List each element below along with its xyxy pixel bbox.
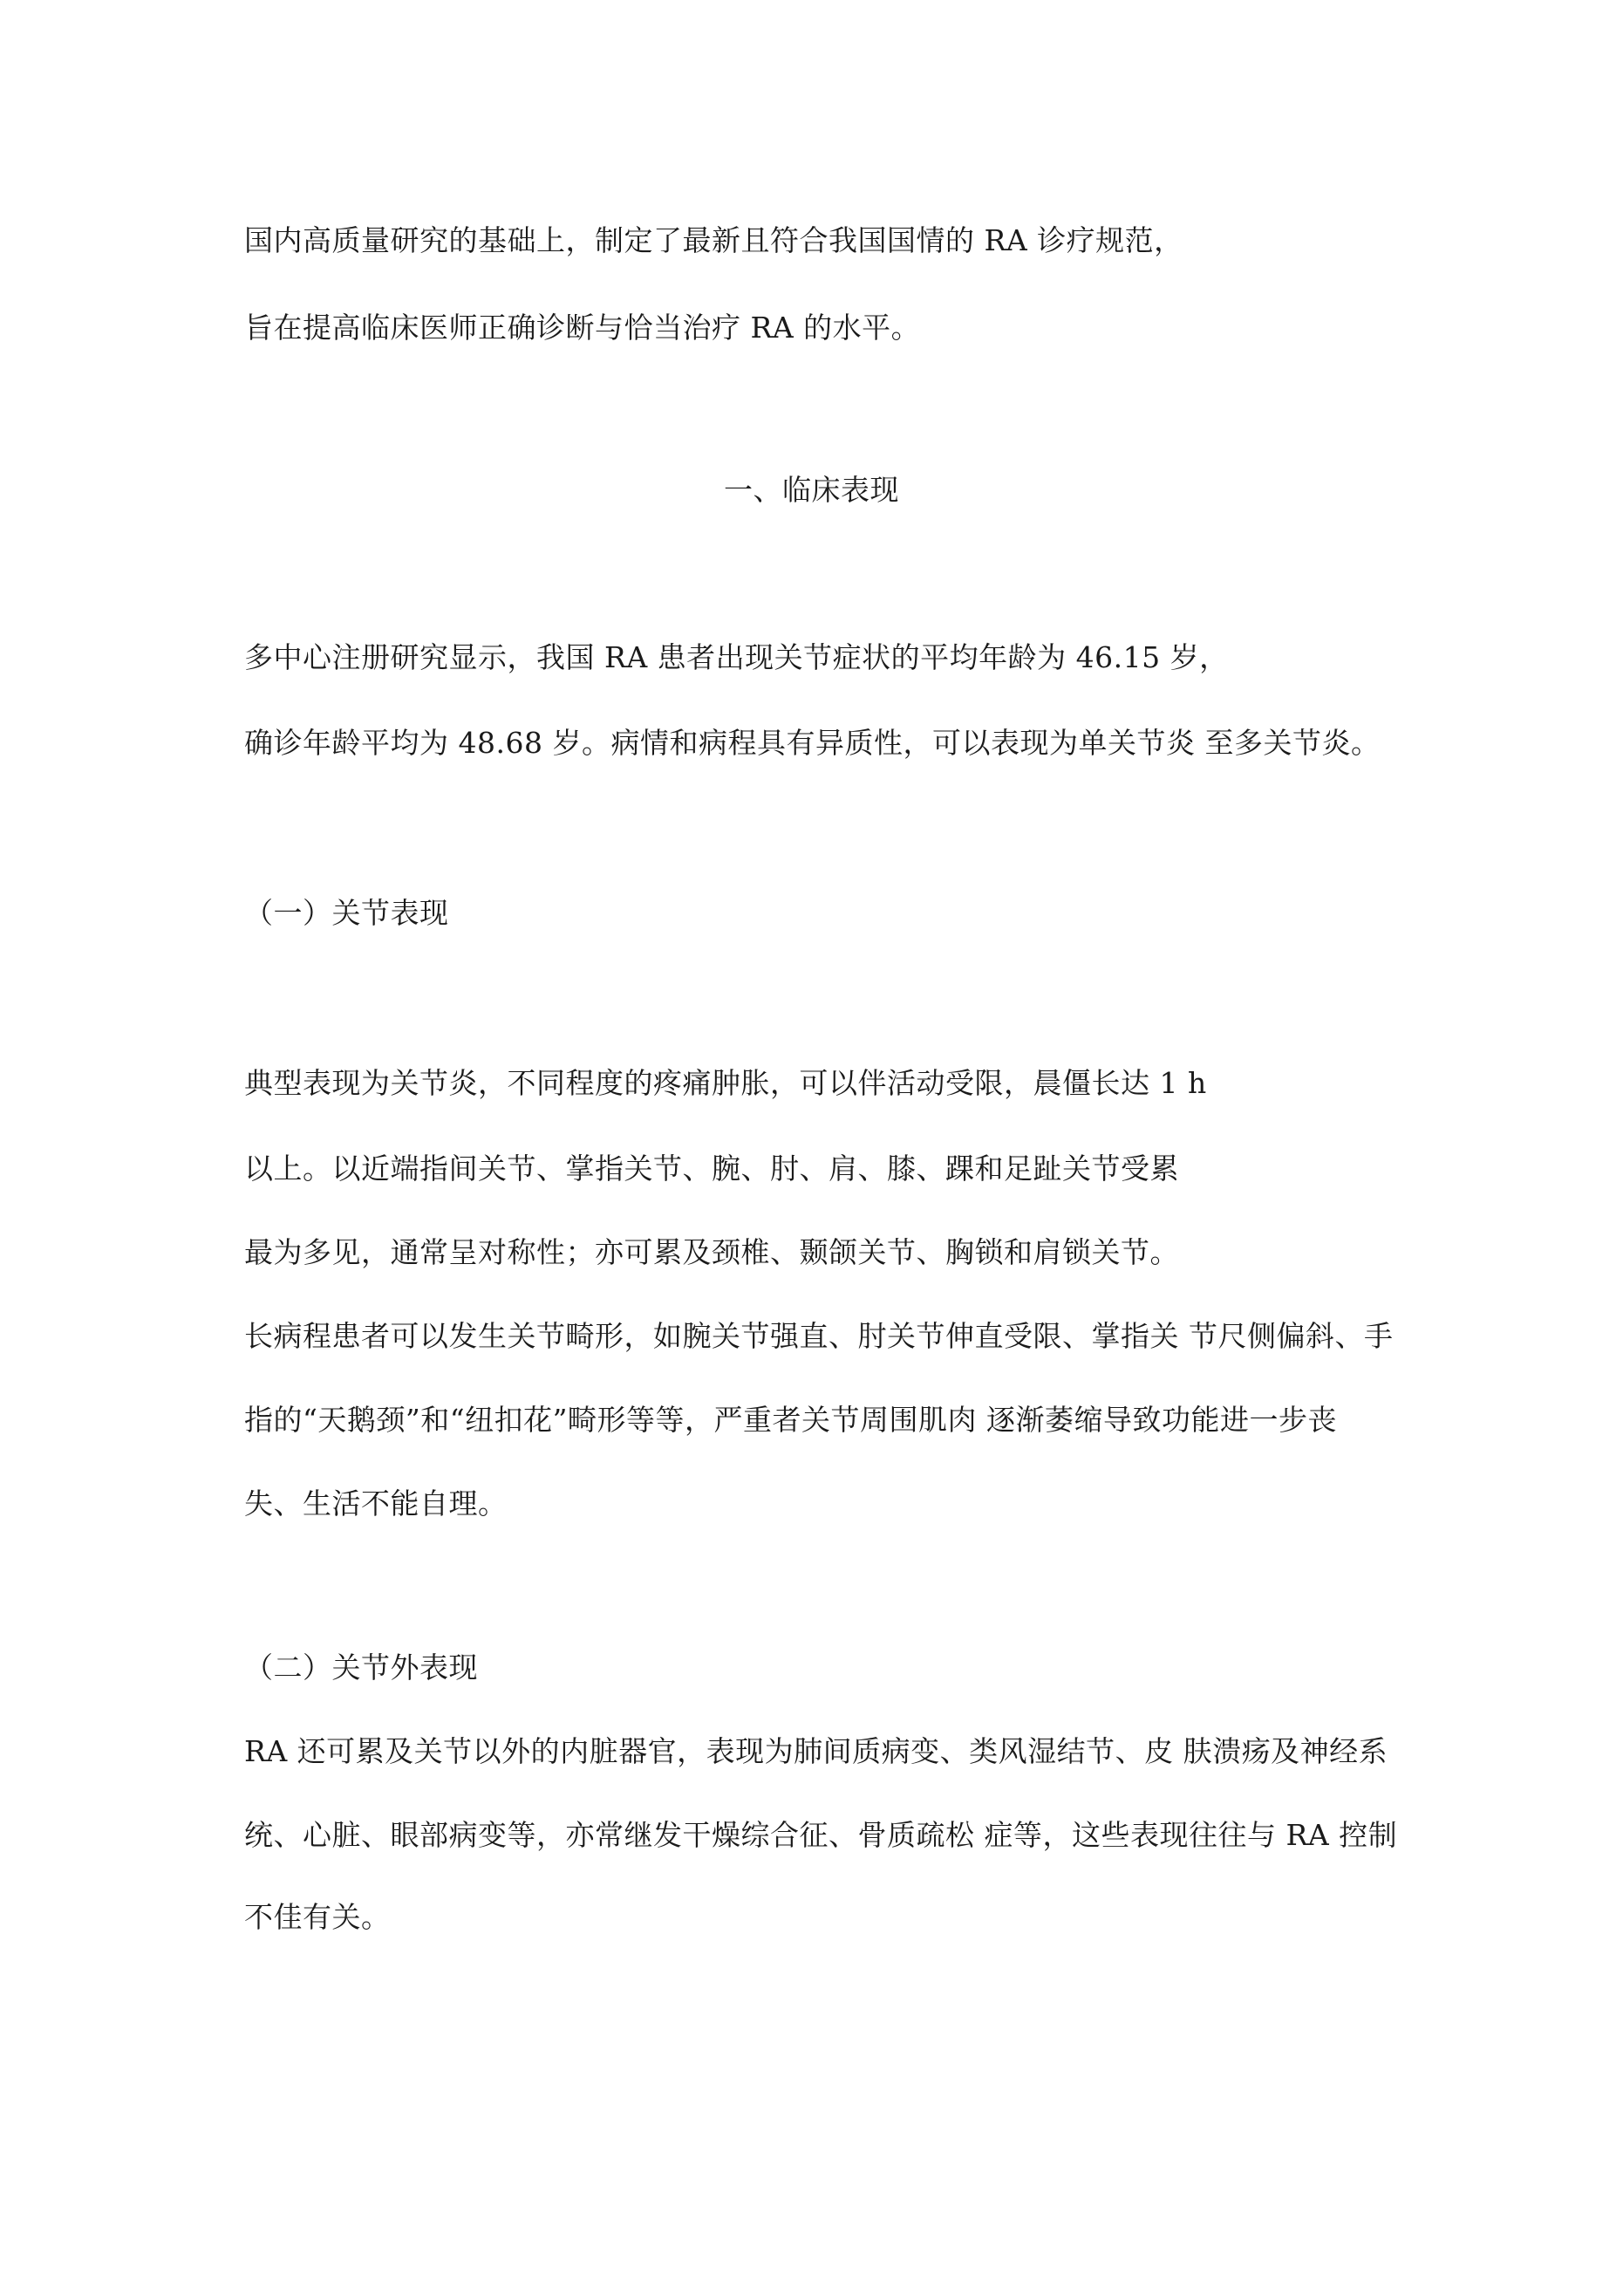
subsection-heading-joint-manifestations: （一）关节表现 [244, 896, 449, 930]
section1-para-line-2: 确诊年龄平均为 48.68 岁。病情和病程具有异质性，可以表现为单关节炎 至多关节炎。 [244, 726, 1381, 760]
subsection2-line-3: 不佳有关。 [244, 1900, 391, 1934]
section-heading-clinical-manifestations: 一、临床表现 [724, 473, 899, 507]
intro-line-2: 旨在提高临床医师正确诊断与恰当治疗 RA 的水平。 [244, 311, 921, 345]
subsection2-line-1: RA 还可累及关节以外的内脏器官，表现为肺间质病变、类风湿结节、皮 肤溃疡及神经系 [244, 1734, 1388, 1768]
subsection1-line-2: 以上。以近端指间关节、掌指关节、腕、肘、肩、膝、踝和足趾关节受累 [244, 1151, 1179, 1186]
section1-para-line-1: 多中心注册研究显示，我国 RA 患者出现关节症状的平均年龄为 46.15 岁， [244, 640, 1229, 674]
subsection1-line-3: 最为多见，通常呈对称性；亦可累及颈椎、颞颌关节、胸锁和肩锁关节。 [244, 1235, 1179, 1269]
subsection1-line-5: 指的“天鹅颈”和“纽扣花”畸形等等，严重者关节周围肌肉 逐渐萎缩导致功能进一步丧 [244, 1403, 1337, 1437]
intro-line-1: 国内高质量研究的基础上，制定了最新且符合我国国情的 RA 诊疗规范， [244, 223, 1183, 257]
subsection2-line-2: 统、心脏、眼部病变等，亦常继发干燥综合征、骨质疏松 症等，这些表现往往与 RA 控制 [244, 1818, 1398, 1852]
subsection1-line-4: 长病程患者可以发生关节畸形，如腕关节强直、肘关节伸直受限、掌指关 节尺侧偏斜、手 [244, 1319, 1394, 1353]
subsection1-line-1: 典型表现为关节炎，不同程度的疼痛肿胀，可以伴活动受限，晨僵长达 1 h [244, 1066, 1207, 1100]
subsection-heading-extra-articular-manifestations: （二）关节外表现 [244, 1650, 478, 1684]
subsection1-line-6: 失、生活不能自理。 [244, 1486, 508, 1520]
